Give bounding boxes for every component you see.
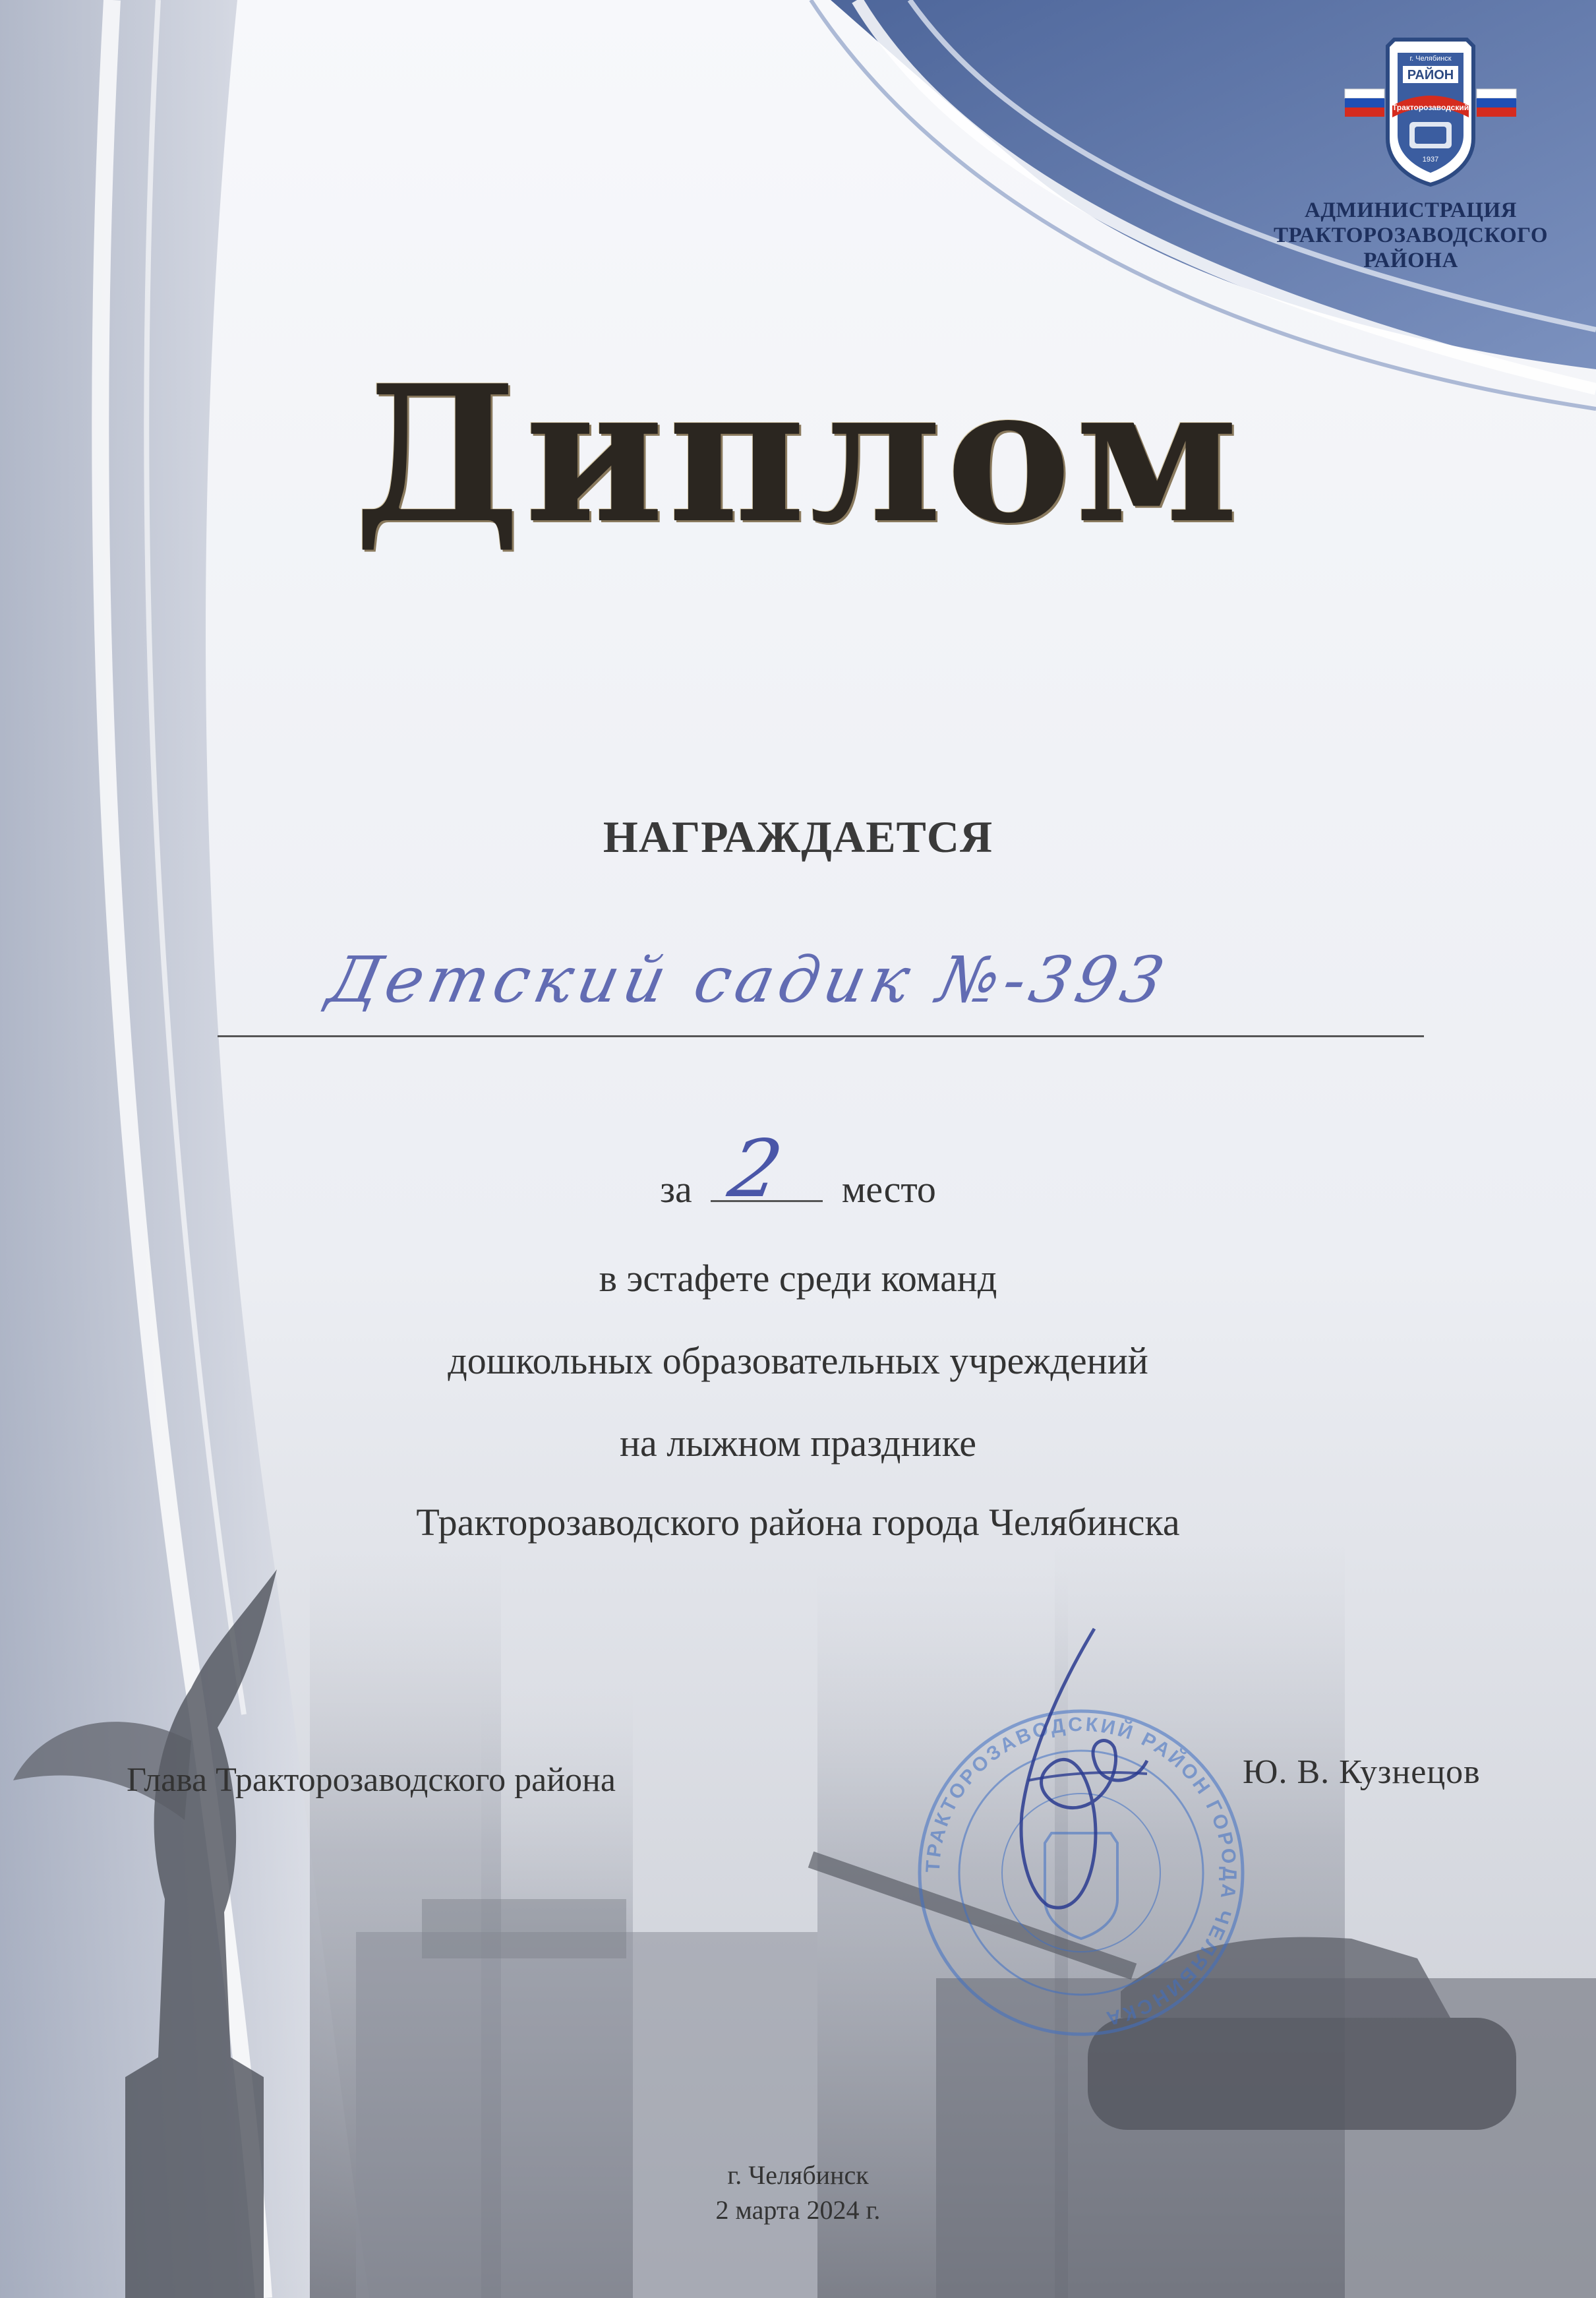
description-line: в эстафете среди команд <box>599 1257 997 1300</box>
emblem-banner-text: РАЙОН <box>1407 68 1454 82</box>
recipient-line <box>218 930 1424 1037</box>
organization-line: ТРАКТОРОЗАВОДСКОГО <box>1273 224 1549 247</box>
signatory-position: Глава Тракторозаводского района <box>127 1761 616 1799</box>
footer-city: г. Челябинск <box>727 2160 869 2190</box>
description-line: Тракторозаводского района города Челябинска <box>416 1501 1180 1544</box>
description-line: дошкольных образовательных учреждений <box>448 1339 1148 1382</box>
emblem-year: 1937 <box>1422 156 1439 164</box>
place-value-handwritten: 2 <box>722 1124 789 1215</box>
organization-line: РАЙОНА <box>1363 249 1458 272</box>
emblem-city-text: г. Челябинск <box>1409 55 1452 63</box>
place-line <box>0 1124 1596 1215</box>
recipient-handwritten: Детский садик №-393 <box>322 943 1176 1017</box>
district-emblem-icon <box>1332 26 1529 191</box>
signatory-name: Ю. В. Кузнецов <box>1243 1753 1481 1791</box>
diploma-title: Диплом <box>353 344 1243 565</box>
place-blank <box>711 1124 823 1215</box>
organization-line: АДМИНИСТРАЦИЯ <box>1305 198 1517 222</box>
place-suffix: место <box>841 1168 936 1211</box>
description-line: на лыжном празднике <box>619 1422 977 1465</box>
footer-date: 2 марта 2024 г. <box>715 2195 881 2225</box>
emblem-ribbon-text: Тракторозаводский <box>1392 103 1469 112</box>
signature <box>949 1616 1200 1919</box>
organization-name <box>1226 198 1595 273</box>
place-prefix: за <box>660 1168 692 1211</box>
awarded-label: НАГРАЖДАЕТСЯ <box>603 812 993 862</box>
stamp-outer-text: ТРАКТОРОЗАВОДСКИЙ РАЙОН ГОРОДА ЧЕЛЯБИНСКА <box>922 1713 1241 2030</box>
